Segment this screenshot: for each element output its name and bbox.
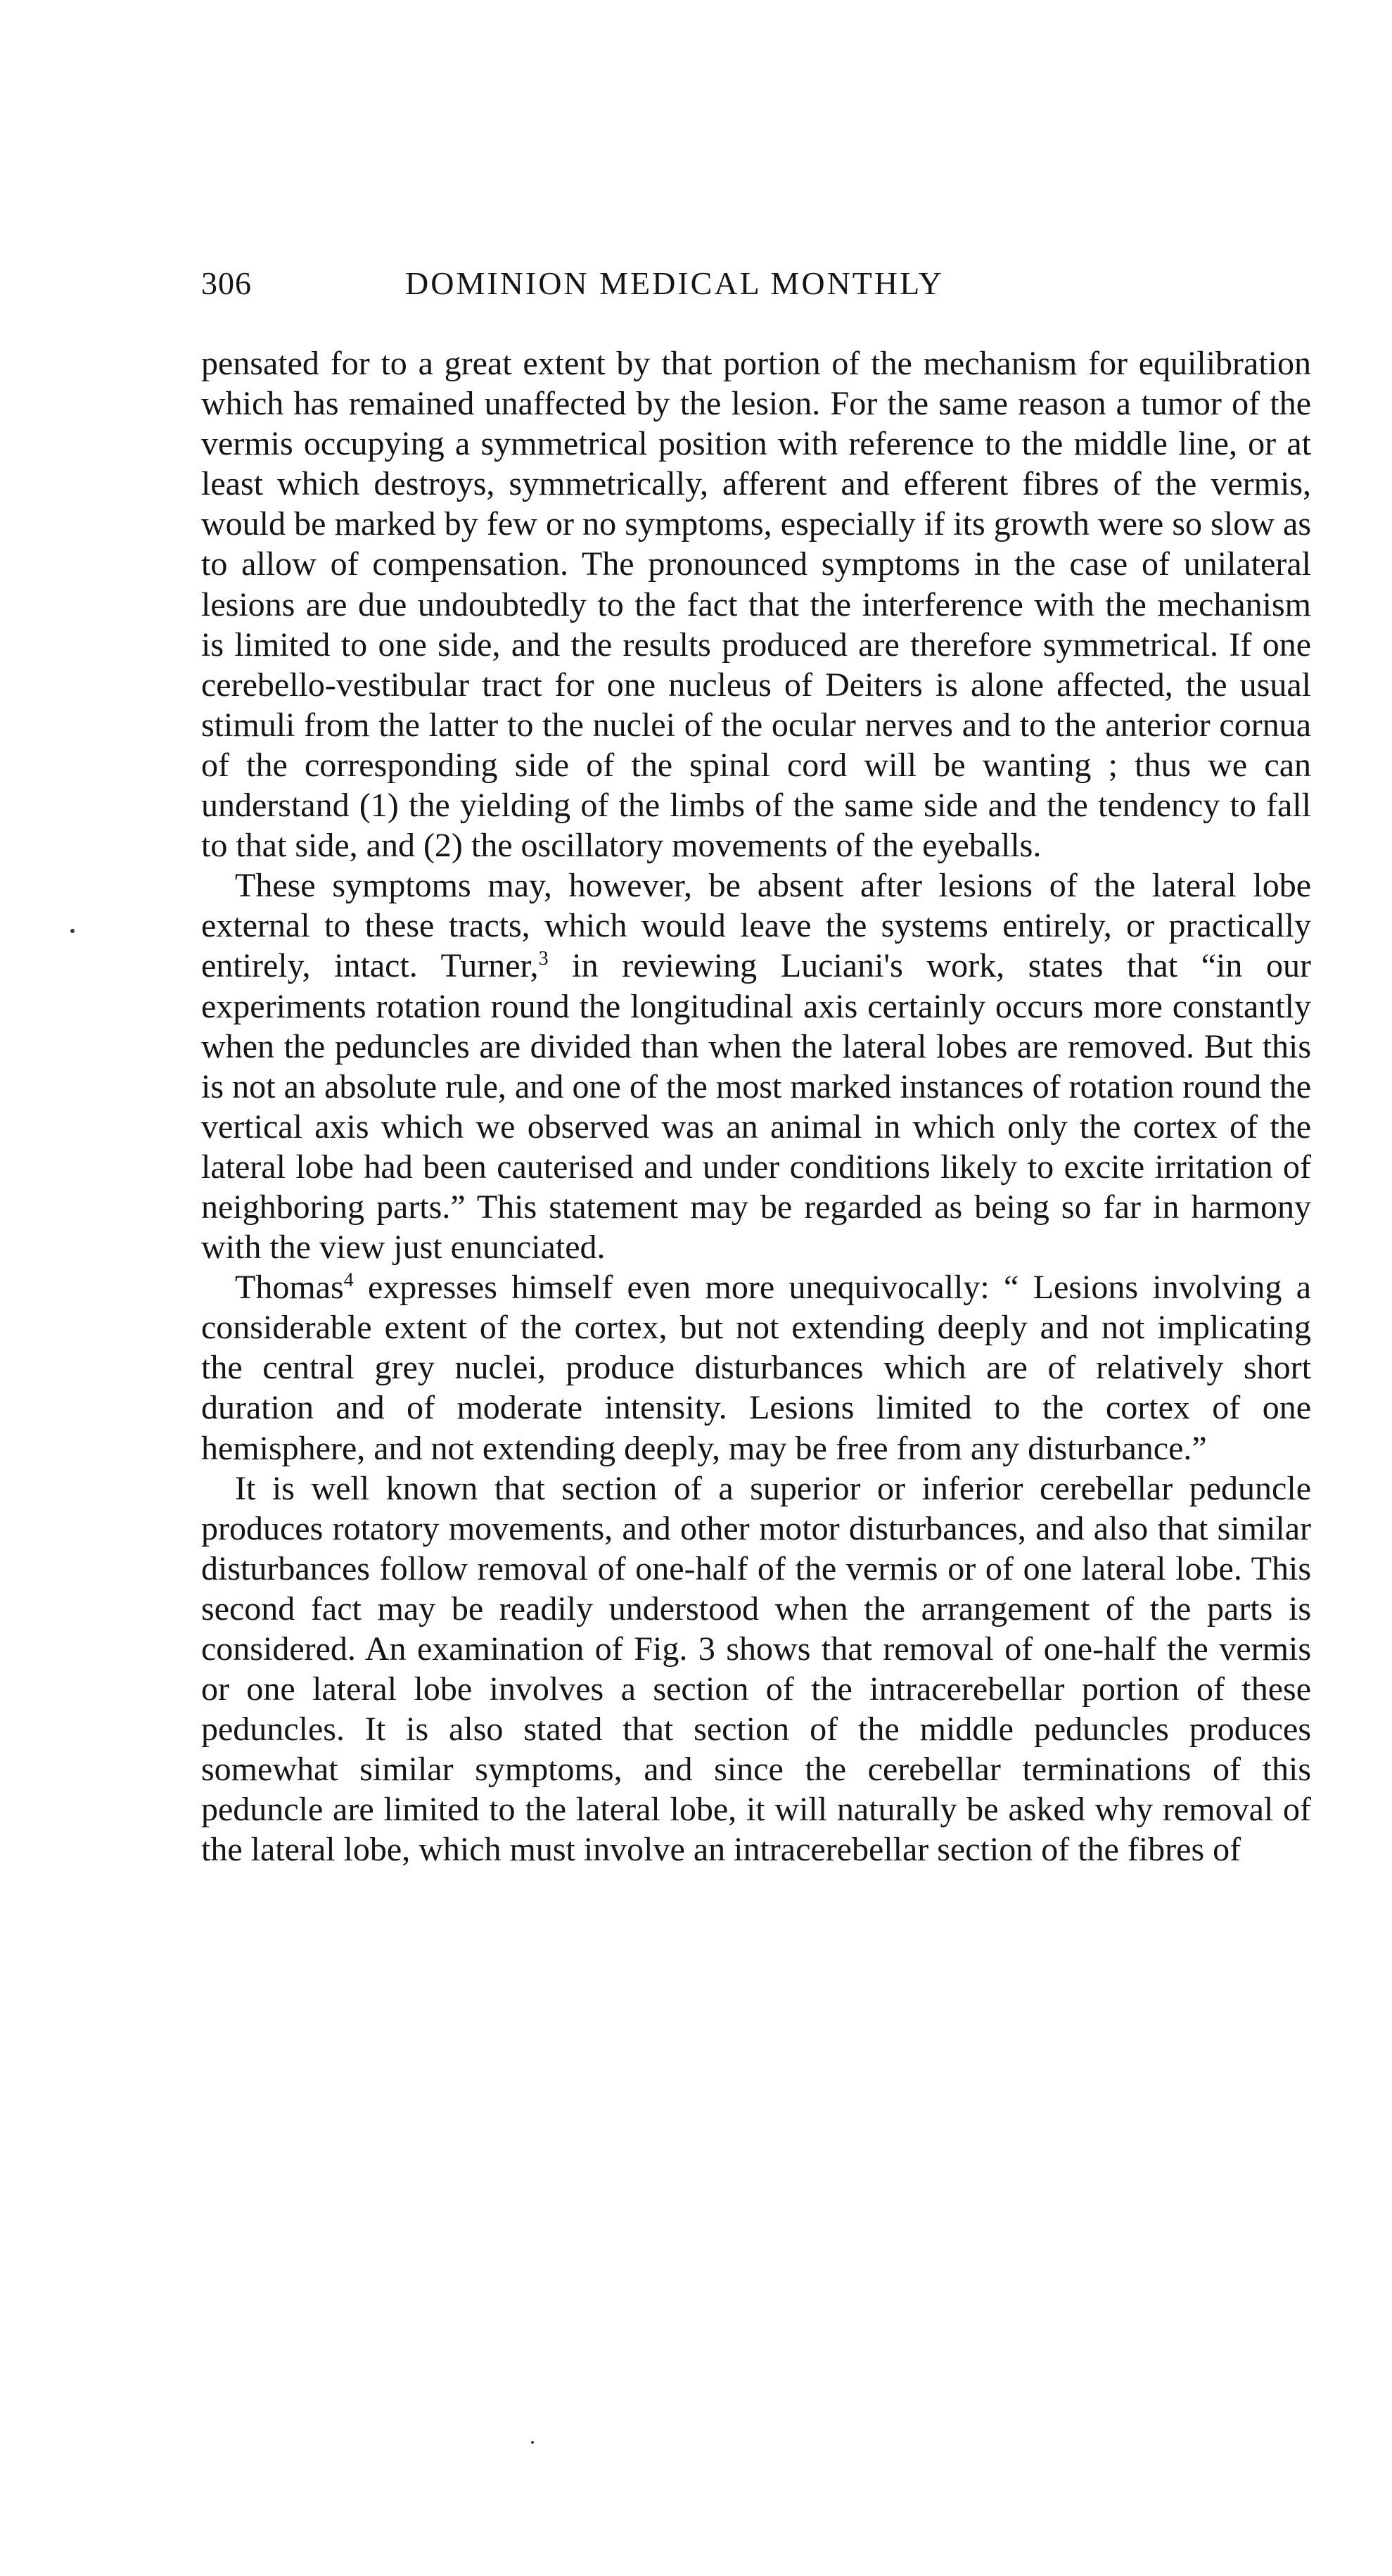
footnote-reference: 4 xyxy=(343,1269,354,1292)
paragraph-text: It is well known that section of a superior or inferior cerebellar peduncle produces rotatory movements, and other motor disturbances, and also that similar disturbances follow removal of one-half of the vermis or of one lateral lobe. This second fact may be readily understood when the arrangement of the parts is considered. An examination of Fig. 3 shows that removal of one-half the vermis or one lateral lobe involves a section of the intracerebellar portion of these peduncles. It is also stated that section of the middle peduncles produces somewhat similar symptoms, and since the cerebellar terminations of this peduncle are limited to the lateral lobe, it will naturally be asked why removal of the lateral lobe, which must involve an intracerebellar section of the fibres of xyxy=(201,1469,1311,1869)
paragraph-text: These symptoms may, however, be absent after lesions of the lateral lobe external to these tracts, which would leave the systems entirely, or practically entirely, intact. Turner, xyxy=(201,867,1311,985)
paragraph-text: pensated for to a great extent by that portion of the mechanism for equilibration which has remained unaffected by the lesion. For the same reason a tumor of the vermis occupying a symmetrical position with reference to the middle line, or at least which destroys, symmetrically, afferent and efferent fibres of the vermis, would be marked by few or no symptoms, especially if its growth were so slow as to allow of compensation. The pronounced symptoms in the case of unilateral lesions are due undoubtedly to the fact that the interference with the mechanism is limited to one side, and the results produced are therefore symmetrical. If one cerebello-vestibular tract for one nucleus of Deiters is alone affected, the usual stimuli from the latter to the nuclei of the ocular nerves and to the anterior cornua of the corresponding side of the spinal cord will be wanting ; thus we can understand (1) the yielding of the limbs of the same side and the tendency to fall to that side, and (2) the oscillatory movements of the eyeballs. xyxy=(201,345,1311,865)
article-body xyxy=(201,343,1311,1870)
page-number: 306 xyxy=(201,265,252,301)
journal-title: DOMINION MEDICAL MONTHLY xyxy=(405,265,944,301)
paragraph xyxy=(201,343,1311,865)
paragraph-text: Thomas xyxy=(235,1269,344,1307)
paragraph xyxy=(201,865,1311,1267)
bottom-speck-mark xyxy=(531,2441,534,2444)
running-head xyxy=(201,265,1311,314)
paragraph-text: in reviewing Luciani's work, states that “in our experiments rotation round the longitudinal axis certainly occurs more constantly when the peduncles are divided than when the lateral lobes are removed. But this is not an absolute rule, and one of the most marked instances of rotation round the vertical axis which we observed was an animal in which only the cortex of the lateral lobe had been cauterised and under conditions likely to excite irritation of neighboring parts.” This statement may be regarded as being so far in harmony with the view just enunciated. xyxy=(201,947,1311,1267)
paragraph-text: expresses himself even more unequivocally: “ Lesions involving a considerable extent of the cortex, but not extending deeply and not implicating the central grey nuclei, produce disturbances which are of relatively short duration and of moderate intensity. Lesions limited to the cortex of one hemisphere, and not extending deeply, may be free from any disturbance.” xyxy=(201,1269,1311,1467)
margin-speck-mark xyxy=(70,929,75,933)
paragraph xyxy=(201,1468,1311,1870)
footnote-reference: 3 xyxy=(538,948,549,970)
paragraph xyxy=(201,1267,1311,1468)
